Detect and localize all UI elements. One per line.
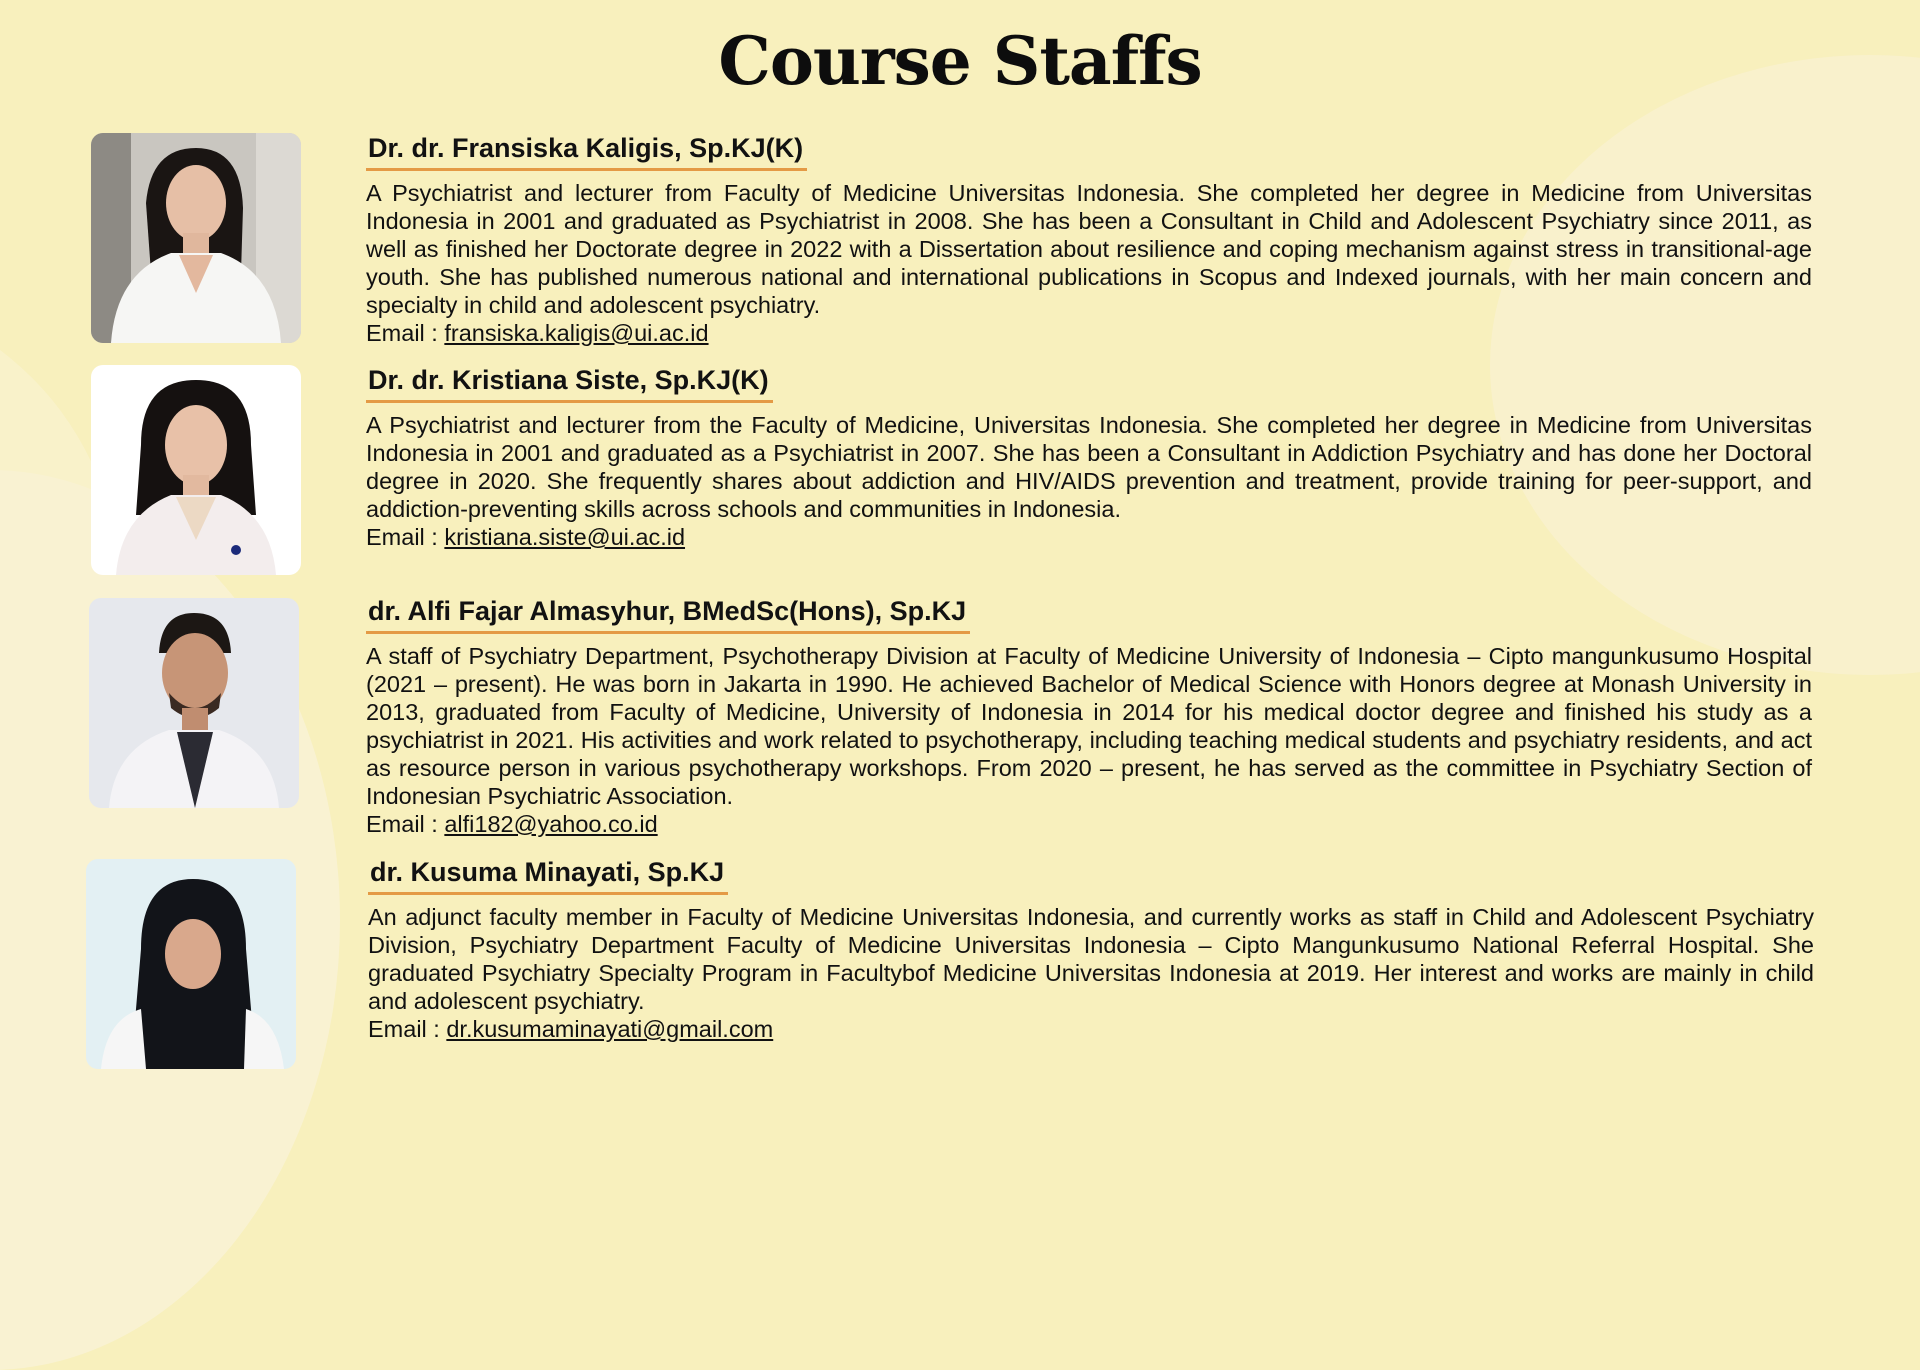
staff-info <box>366 596 1812 838</box>
staff-name: Dr. dr. Fransiska Kaligis, Sp.KJ(K) <box>366 133 807 171</box>
staff-bio: A Psychiatrist and lecturer from Faculty of Medicine Universitas Indonesia. She completed her degree in Medicine from Universitas Indonesia in 2001 and graduated as Psychiatrist in 2008. She has been a Consultant in Child and Adolescent Psychiatry since 2011, as well as finished her Doctorate degree in 2022 with a Dissertation about resilience and coping mechanism against stress in transitional-age youth. She has published numerous national and international publications in Scopus and Indexed journals, with her main concern and specialty in child and adolescent psychiatry. <box>366 180 1812 318</box>
email-link[interactable]: kristiana.siste@ui.ac.id <box>444 524 686 550</box>
email-label: Email : <box>366 524 445 550</box>
staff-bio: A Psychiatrist and lecturer from the Faculty of Medicine, Universitas Indonesia. She completed her degree in Medicine from Universitas Indonesia in 2001 and graduated as a Psychiatrist in 2007. She has been a Consultant in Addiction Psychiatry and has done her Doctoral degree in 2020. She frequently shares about addiction and HIV/AIDS prevention and treatment, provide training for peer-support, and addiction-preventing skills across schools and communities in Indonesia. <box>366 412 1812 522</box>
email-line <box>366 319 1812 347</box>
staff-photo-kusuma <box>86 859 296 1069</box>
email-label: Email : <box>368 1016 447 1042</box>
staff-bio: A staff of Psychiatry Department, Psychotherapy Division at Faculty of Medicine University of Indonesia – Cipto mangunkusumo Hospital (2021 – present). He was born in Jakarta in 1990. He achieved Bachelor of Medical Science with Honors degree at Monash University in 2013, graduated from Faculty of Medicine, University of Indonesia in 2014 for his medical doctor degree and finished his study as a psychiatrist in 2021. His activities and work related to psychotherapy, including teaching medical students and psychiatry residents, and act as resource person in various psychotherapy workshops. From 2020 – present, he has served as the committee in Psychiatry Section of Indonesian Psychiatric Association. <box>366 643 1812 809</box>
staff-photo-fransiska <box>91 133 301 343</box>
email-link[interactable]: alfi182@yahoo.co.id <box>444 811 658 837</box>
page-title: Course Staffs <box>718 22 1202 100</box>
email-link[interactable]: fransiska.kaligis@ui.ac.id <box>444 320 709 346</box>
email-line <box>366 810 1812 838</box>
staff-name: dr. Kusuma Minayati, Sp.KJ <box>368 857 728 895</box>
email-link[interactable]: dr.kusumaminayati@gmail.com <box>446 1016 774 1042</box>
staff-bio: An adjunct faculty member in Faculty of Medicine Universitas Indonesia, and currently works as staff in Child and Adolescent Psychiatry Division, Psychiatry Department Faculty of Medicine Universitas Indonesia – Cipto Mangunkusumo National Referral Hospital. She graduated Psychiatry Specialty Program in Facultybof Medicine Universitas Indonesia at 2019. Her interest and works are mainly in child and adolescent psychiatry. <box>368 904 1814 1014</box>
staff-name: dr. Alfi Fajar Almasyhur, BMedSc(Hons), Sp.KJ <box>366 596 970 634</box>
staff-info <box>366 133 1812 347</box>
staff-photo-kristiana <box>91 365 301 575</box>
staff-name: Dr. dr. Kristiana Siste, Sp.KJ(K) <box>366 365 773 403</box>
email-line <box>368 1015 1814 1043</box>
staff-info <box>366 365 1812 551</box>
email-label: Email : <box>366 320 445 346</box>
email-label: Email : <box>366 811 445 837</box>
email-line <box>366 523 1812 551</box>
staff-info <box>368 857 1814 1043</box>
staff-photo-alfi <box>89 598 299 808</box>
